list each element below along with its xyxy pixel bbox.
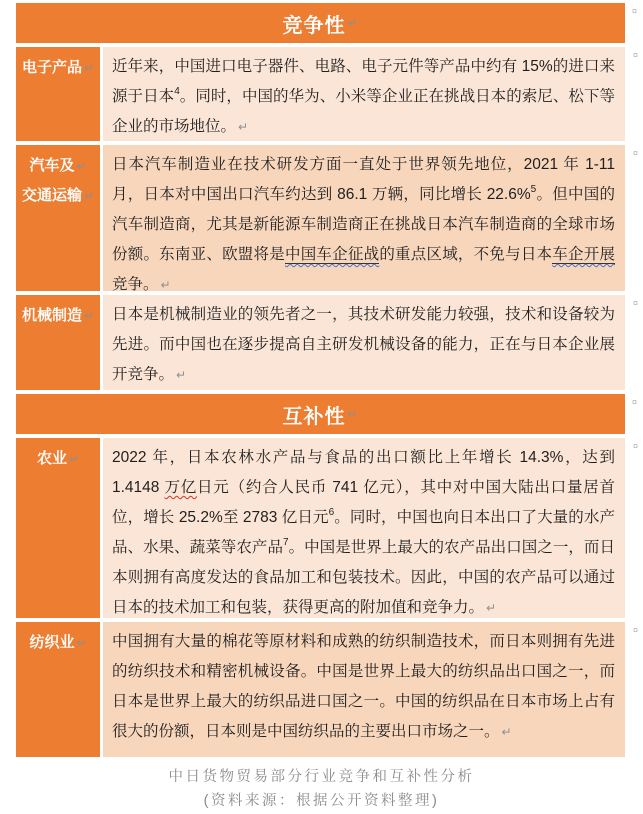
end-of-row-mark-icon: ¤ — [631, 397, 638, 407]
text-segment: 。但中国的汽车制造商，尤其是新能源车制造商正在挑战日本汽车制造商的全球市场份额。东南亚、欧盟将是 — [112, 186, 615, 263]
end-of-row-mark-icon: ¤ — [632, 148, 638, 158]
row-label-electronics — [16, 47, 100, 141]
table-row-auto — [16, 145, 638, 291]
row-content-electronics — [103, 47, 625, 141]
label-line — [16, 151, 100, 181]
text-segment: 2022 年，日本农林水产品与食品的出口额比上年增长 14.3%，达到 1.4148 — [112, 449, 615, 496]
table-row-electronics — [16, 47, 638, 141]
text-segment: 的重点区域，不免与日本 — [379, 246, 553, 263]
paragraph-mark-icon: ↵ — [160, 278, 171, 291]
link-text[interactable]: 中国车企征战 — [284, 246, 380, 263]
label-line — [16, 53, 100, 83]
text-segment: 。同时，中国也向日本出口了大量的水产品、水果、蔬菜等农产品 — [112, 509, 615, 556]
label-line — [16, 181, 100, 211]
section-title: 互补性 — [282, 405, 346, 428]
paragraph-mark-icon: ↵ — [486, 601, 497, 615]
row-label-machinery — [16, 295, 100, 390]
label-line — [16, 628, 100, 658]
table-row-machinery — [16, 295, 638, 390]
label-text: 纺织业 — [29, 634, 75, 651]
text-segment: 。中国是世界上最大的农产品出口国之一，而日本则拥有高度发达的食品加工和包装技术。因此，中国的农产品可以通过日本的技术加工和包装，获得更高的附加值和竞争力。 — [112, 539, 615, 616]
paragraph-mark-icon: ↵ — [83, 309, 95, 323]
text-segment: 中国拥有大量的棉花等原材料和成熟的纺织制造技术，而日本则拥有先进的纺织技术和精密机械设备。中国是世界上最大的纺织品出口国之一，而日本是世界上最大的纺织品进口国之一。中国的纺织品在日本市场上占有很大的份额，日本则是中国纺织品的主要出口市场之一。 — [112, 633, 615, 740]
section-header-competitive — [16, 3, 638, 43]
caption-source: (资料来源：根据公开资料整理) — [203, 793, 440, 809]
table-caption — [0, 765, 643, 813]
end-of-row-mark-icon: ¤ — [632, 298, 638, 308]
paragraph-mark-icon: ↵ — [176, 368, 187, 382]
end-of-row-mark-icon: ¤ — [632, 441, 638, 451]
text-segment: 日元（约合人民币 741 亿元），其中对中国大陆出口量居首位，增长 25.2%至 2783 亿日元 — [112, 479, 615, 526]
caption-title: 中日货物贸易部分行业竞争和互补性分析 — [168, 769, 475, 785]
section-header-complementary — [16, 394, 638, 434]
label-line — [16, 301, 100, 331]
paragraph-mark-icon: ↵ — [347, 407, 359, 421]
label-text: 电子产品 — [21, 59, 82, 76]
table-row-agriculture — [16, 438, 638, 618]
paragraph-mark-icon: ↵ — [68, 452, 80, 466]
label-text: 机械制造 — [21, 307, 82, 324]
text-segment: 日本汽车制造业在技术研发方面一直处于世界领先地位，2021 年 1-11 月，日本对中国出口汽车约达到 86.1 万辆，同比增长 22.6% — [112, 156, 615, 203]
paragraph-mark-icon: ↵ — [76, 636, 87, 650]
text-segment: 竞争。 — [112, 276, 159, 291]
label-text: 交通运输 — [21, 187, 82, 204]
paragraph-mark-icon: ↵ — [501, 725, 512, 739]
misspelled-text: 万亿 — [164, 479, 198, 496]
link-text[interactable]: 车企开展 — [552, 246, 615, 263]
paragraph-mark-icon: ↵ — [83, 61, 95, 75]
row-label-auto — [16, 145, 100, 291]
paragraph-mark-icon: ↵ — [347, 16, 359, 30]
paragraph-mark-icon: ↵ — [83, 189, 95, 203]
table-row-textile — [16, 622, 638, 757]
footnote-ref: 7 — [282, 537, 289, 548]
paragraph-mark-icon: ↵ — [76, 159, 87, 173]
footnote-ref: 5 — [530, 184, 537, 195]
end-of-row-mark-icon: ¤ — [632, 50, 638, 60]
text-segment: 。同时，中国的华为、小米等企业正在挑战日本的索尼、松下等企业的市场地位。 — [112, 88, 615, 135]
row-content-agriculture — [103, 438, 625, 618]
footnote-ref: 4 — [174, 86, 180, 97]
label-text: 农业 — [36, 450, 67, 467]
row-label-textile — [16, 622, 100, 757]
section-title: 竞争性 — [282, 14, 346, 37]
row-content-textile — [103, 622, 625, 757]
end-of-row-mark-icon: ¤ — [631, 6, 638, 16]
row-content-auto — [103, 145, 625, 291]
row-label-agriculture — [16, 438, 100, 618]
row-content-machinery — [103, 295, 625, 390]
footnote-ref: 6 — [328, 507, 335, 518]
text-segment: 近年来，中国进口电子器件、电路、电子元件等产品中约有 15%的进口来源于日本 — [112, 58, 615, 105]
text-segment: 日本是机械制造业的领先者之一，其技术研发能力较强，技术和设备较为先进。而中国也在逐步提高自主研发机械设备的能力，正在与日本企业展开竞争。 — [112, 306, 615, 383]
end-of-row-mark-icon: ¤ — [632, 625, 638, 635]
label-text: 汽车及 — [29, 157, 75, 174]
label-line — [16, 444, 100, 474]
paragraph-mark-icon: ↵ — [238, 120, 249, 134]
